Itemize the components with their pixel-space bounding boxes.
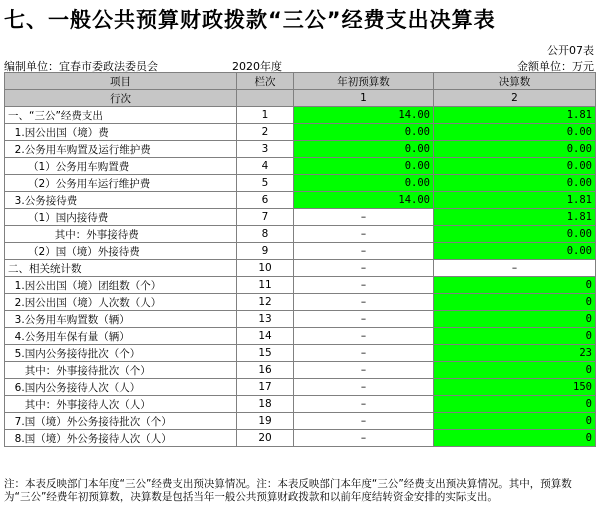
row-budget: – (294, 379, 434, 396)
table-row (5, 226, 596, 243)
row-final: 1.81 (434, 209, 596, 226)
table-row (5, 294, 596, 311)
row-item: 3.公务用车购置数（辆） (5, 311, 237, 328)
header-line: 栏次 (237, 73, 294, 90)
table-row (5, 209, 596, 226)
row-item: 2.因公出国（境）人次数（人） (5, 294, 237, 311)
row-line-number: 10 (237, 260, 294, 277)
row-item: 4.公务用车保有量（辆） (5, 328, 237, 345)
row-budget: – (294, 311, 434, 328)
page-title: 七、一般公共预算财政拨款“三公”经费支出决算表 (4, 8, 496, 32)
row-line-number: 4 (237, 158, 294, 175)
subheader-final: 2 (434, 90, 596, 107)
row-budget: – (294, 328, 434, 345)
row-final: 0.00 (434, 124, 596, 141)
row-budget: – (294, 362, 434, 379)
table-row (5, 141, 596, 158)
table-row (5, 260, 596, 277)
row-item: 一、“三公”经费支出 (5, 107, 237, 124)
row-line-number: 12 (237, 294, 294, 311)
table-code: 公开07表 (547, 44, 594, 57)
row-final: 0 (434, 311, 596, 328)
row-final: 23 (434, 345, 596, 362)
row-final: 0 (434, 430, 596, 447)
row-line-number: 2 (237, 124, 294, 141)
row-line-number: 15 (237, 345, 294, 362)
row-budget: – (294, 226, 434, 243)
table-row (5, 158, 596, 175)
row-line-number: 6 (237, 192, 294, 209)
row-final: 0.00 (434, 226, 596, 243)
row-budget: – (294, 430, 434, 447)
row-budget: – (294, 413, 434, 430)
table-note: 注：本表反映部门本年度“三公”经费支出预决算情况。注：本表反映部门本年度“三公”经费支出预决算情况。其中，预算数为“三公”经费年初预算数，决算数是包括当年一般公共预算财政拨款和以前年度结转资金安排的实际支出。 (4, 478, 572, 503)
row-final: 1.81 (434, 107, 596, 124)
row-budget: 14.00 (294, 107, 434, 124)
row-budget: – (294, 209, 434, 226)
row-line-number: 17 (237, 379, 294, 396)
header-budget: 年初预算数 (294, 73, 434, 90)
row-item: （1）公务用车购置费 (5, 158, 237, 175)
table-row (5, 311, 596, 328)
row-final: 0.00 (434, 175, 596, 192)
row-item: 2.公务用车购置及运行维护费 (5, 141, 237, 158)
row-line-number: 13 (237, 311, 294, 328)
table-row (5, 277, 596, 294)
row-budget: – (294, 260, 434, 277)
table-row (5, 243, 596, 260)
header-item: 项目 (5, 73, 237, 90)
report-year: 2020年度 (232, 60, 282, 73)
row-item: 8.国（境）外公务接待人次（人） (5, 430, 237, 447)
row-budget: 0.00 (294, 124, 434, 141)
row-item: 二、相关统计数 (5, 260, 237, 277)
row-item: 其中：外事接待费 (5, 226, 237, 243)
row-item: （2）国（境）外接待费 (5, 243, 237, 260)
row-budget: – (294, 396, 434, 413)
row-line-number: 9 (237, 243, 294, 260)
row-line-number: 14 (237, 328, 294, 345)
row-final: 0 (434, 362, 596, 379)
row-item: 其中：外事接待人次（人） (5, 396, 237, 413)
header-final: 决算数 (434, 73, 596, 90)
expenditure-table (4, 72, 596, 447)
row-budget: – (294, 294, 434, 311)
table-row (5, 430, 596, 447)
row-line-number: 7 (237, 209, 294, 226)
table-row (5, 107, 596, 124)
row-line-number: 8 (237, 226, 294, 243)
subheader-line (237, 90, 294, 107)
row-final: 1.81 (434, 192, 596, 209)
row-line-number: 1 (237, 107, 294, 124)
table-row (5, 379, 596, 396)
row-budget: – (294, 277, 434, 294)
row-final: 0 (434, 413, 596, 430)
row-item: 3.公务接待费 (5, 192, 237, 209)
row-final: 0.00 (434, 141, 596, 158)
row-budget: 14.00 (294, 192, 434, 209)
row-budget: – (294, 345, 434, 362)
header-row (5, 73, 596, 90)
table-row (5, 124, 596, 141)
row-item: （2）公务用车运行维护费 (5, 175, 237, 192)
compiling-unit: 编制单位：宜春市委政法委员会 (4, 60, 158, 73)
amount-unit: 金额单位：万元 (517, 60, 594, 73)
row-final: 0.00 (434, 243, 596, 260)
row-final: 0 (434, 396, 596, 413)
row-final: 0 (434, 277, 596, 294)
row-line-number: 18 (237, 396, 294, 413)
row-final: 0 (434, 294, 596, 311)
row-final: – (434, 260, 596, 277)
table-row (5, 328, 596, 345)
subheader-budget: 1 (294, 90, 434, 107)
table-row (5, 175, 596, 192)
row-line-number: 19 (237, 413, 294, 430)
subheader-row (5, 90, 596, 107)
table-row (5, 413, 596, 430)
row-item: 6.国内公务接待人次（人） (5, 379, 237, 396)
table-row (5, 192, 596, 209)
row-item: 1.因公出国（境）费 (5, 124, 237, 141)
row-budget: 0.00 (294, 158, 434, 175)
row-item: 7.国（境）外公务接待批次（个） (5, 413, 237, 430)
row-item: 1.因公出国（境）团组数（个） (5, 277, 237, 294)
table-row (5, 362, 596, 379)
row-final: 0.00 (434, 158, 596, 175)
row-line-number: 16 (237, 362, 294, 379)
row-line-number: 5 (237, 175, 294, 192)
row-line-number: 3 (237, 141, 294, 158)
row-item: （1）国内接待费 (5, 209, 237, 226)
table-row (5, 345, 596, 362)
row-item: 其中：外事接待批次（个） (5, 362, 237, 379)
subheader-item: 行次 (5, 90, 237, 107)
row-budget: 0.00 (294, 175, 434, 192)
row-item: 5.国内公务接待批次（个） (5, 345, 237, 362)
row-final: 150 (434, 379, 596, 396)
table-row (5, 396, 596, 413)
row-final: 0 (434, 328, 596, 345)
row-line-number: 11 (237, 277, 294, 294)
row-budget: 0.00 (294, 141, 434, 158)
row-budget: – (294, 243, 434, 260)
row-line-number: 20 (237, 430, 294, 447)
